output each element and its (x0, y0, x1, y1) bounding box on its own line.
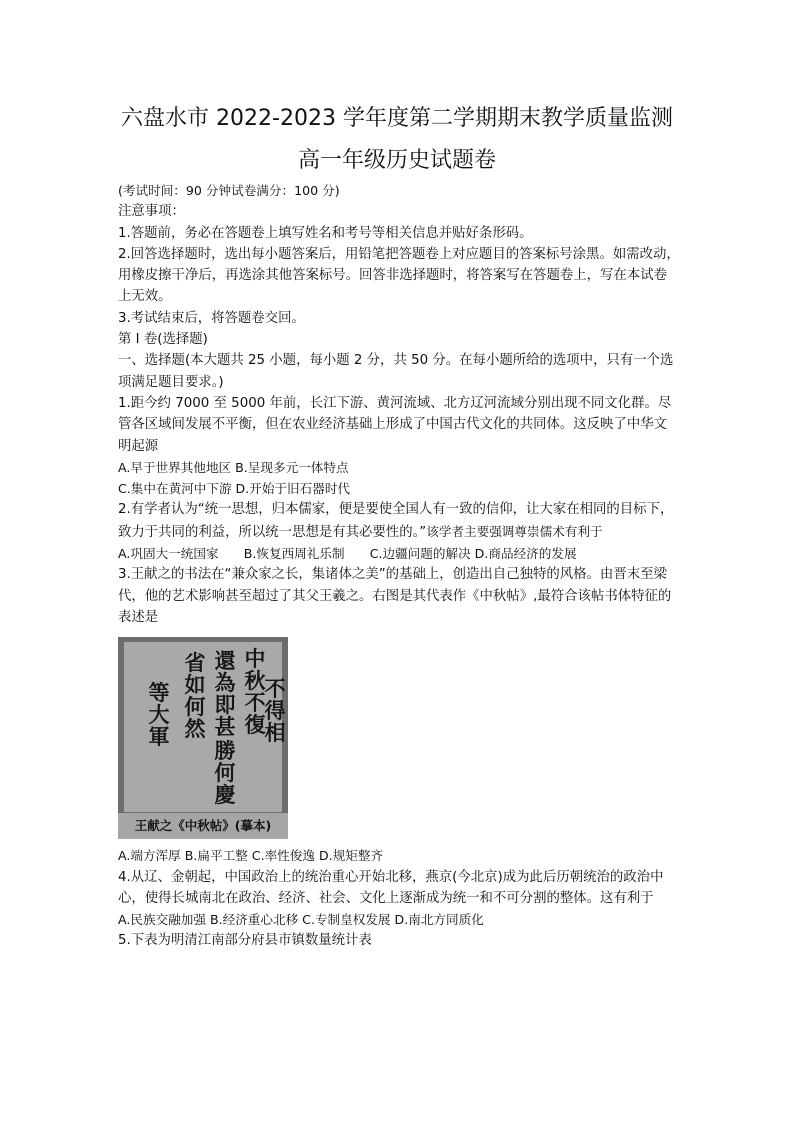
calligraphy-column-2: 不得相 (264, 676, 286, 746)
volume-heading: 第 I 卷(选择题) (118, 332, 208, 348)
question-5-stem: 5.下表为明清江南部分府县市镇数量统计表 (118, 933, 372, 949)
note-item-3: 3.考试结束后，将答题卷交回。 (118, 310, 305, 326)
question-3-options: A.端方浑厚 B.扁平工整 C.率性俊逸 D.规矩整齐 (118, 848, 384, 864)
question-1-stem: 1.距今约 7000 至 5000 年前，长江下游、黄河流域、北方辽河流域分别出现不同文化群。尽管各区域间发展不平衡，但在农业经济基础上形成了中国古代文化的共同体。这反映了中华文明起源 (118, 395, 672, 454)
question-2-options: A.巩固大一统国家 B.恢复西周礼乐制 C.边疆问题的解决 D.商品经济的发展 (118, 546, 577, 562)
question-1-options-a-b: A.早于世界其他地区 B.呈现多元一体特点 (118, 459, 349, 475)
note-item-2: 2.回答选择题时，选出每小题答案后，用铅笔把答题卷上对应题目的答案标号涂黑。如需改动，用橡皮擦干净后，再选涂其他答案标号。回答非选择题时，将答案写在答题卷上，写在本试卷上无效。 (118, 246, 680, 305)
calligraphy-column-5: 勝何慶 (214, 738, 236, 808)
notes-heading: 注意事项： (118, 204, 185, 220)
section-instructions: 一、选择题(本大题共 25 小题，每小题 2 分，共 50 分。在每小题所给的选项中，只有一个选项满足题目要求。) (118, 353, 674, 390)
question-2-quote: 2.有学者认为“统一思想，归本儒家，便是要使全国人有一致的信仰，让大家在相同的目标下，致力于共同的利益，所以统一思想是有其必要性的。” (118, 502, 674, 540)
exam-info: (考试时间：90 分钟试卷满分：100 分) (118, 183, 340, 198)
exam-title: 六盘水市 2022-2023 学年度第二学期期末教学质量监测 (121, 106, 673, 131)
calligraphy-column-4: 省如何然 (184, 650, 206, 742)
calligraphy-paper (124, 642, 286, 812)
question-4-stem: 4.从辽、金朝起，中国政治上的统治重心开始北移，燕京(今北京)成为此后历朝统治的政治中心，使得长城南北在政治、经济、社会、文化上逐渐成为统一和不可分割的整体。这有利于 (118, 869, 664, 906)
question-2-stem-tail: 该学者主要强调尊崇儒术有利于 (426, 523, 603, 539)
calligraphy-column-6: 等大軍 (148, 680, 170, 750)
note-item-1: 1.答题前，务必在答题卷上填写姓名和考号等相关信息并贴好条形码。 (118, 225, 533, 241)
calligraphy-image (118, 637, 288, 839)
question-3-stem: 3.王献之的书法在“兼众家之长，集诸体之美”的基础上，创造出自己独特的风格。由晋末至梁代，他的艺术影响甚至超过了其父王羲之。右图是其代表作《中秋帖》,最符合该帖书体特征的表述是 (118, 567, 672, 625)
calligraphy-caption: 王献之《中秋帖》(摹本) (118, 813, 288, 839)
question-2-stem (118, 499, 680, 543)
calligraphy-column-1: 中秋不復 (244, 646, 266, 738)
question-1-options-c-d: C.集中在黄河中下游 D.开始于旧石器时代 (118, 481, 351, 497)
exam-body (118, 180, 680, 952)
calligraphy-column-3: 還為即甚 (214, 648, 236, 740)
exam-subtitle: 高一年级历史试题卷 (297, 148, 496, 173)
question-4-options: A.民族交融加强 B.经济重心北移 C.专制皇权发展 D.南北方同质化 (118, 912, 484, 928)
